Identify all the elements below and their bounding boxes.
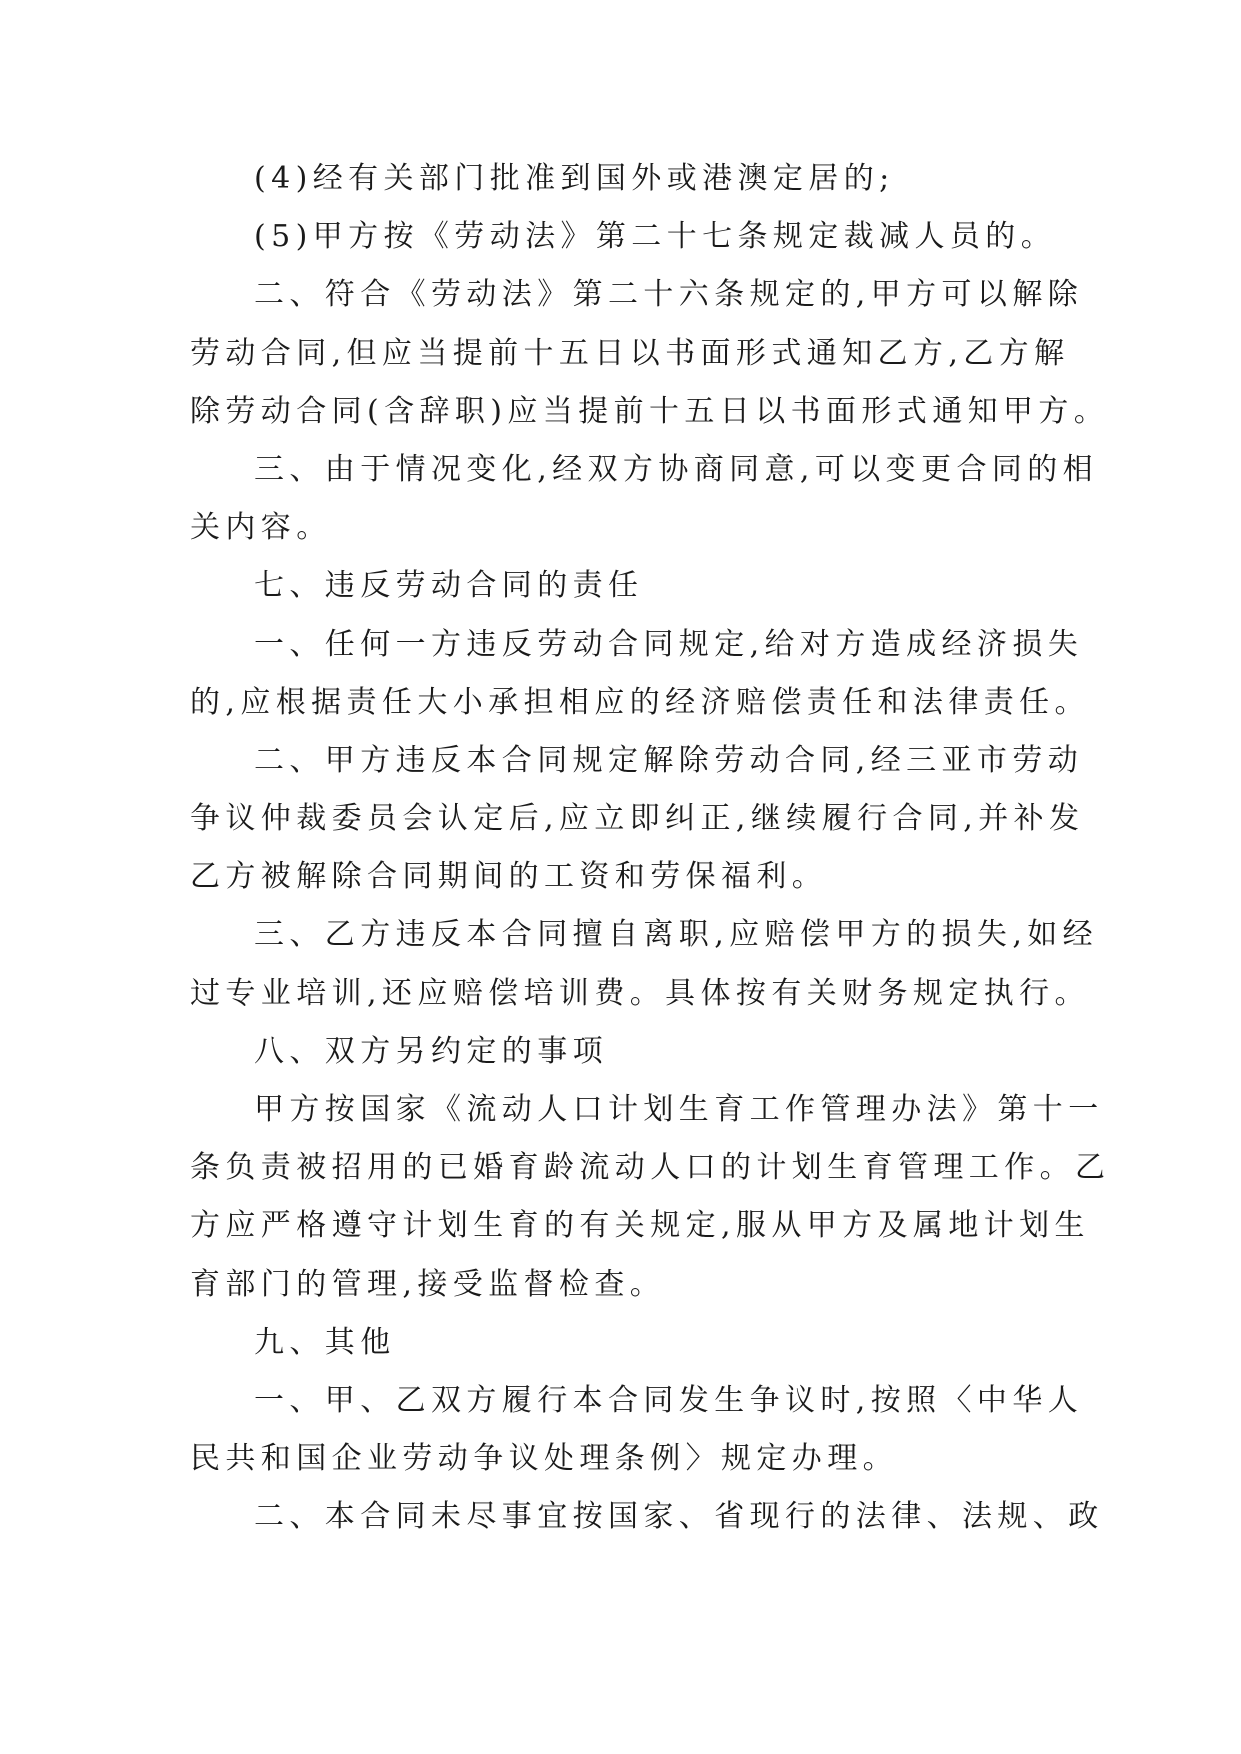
text-line: 二、本合同未尽事宜按国家、省现行的法律、法规、政 [254,1499,1104,1535]
text-line: 乙方被解除合同期间的工资和劳保福利。 [190,859,828,895]
text-line: 一、任何一方违反劳动合同规定,给对方造成经济损失 [254,626,1084,662]
document-page [190,150,1111,1547]
text-line: (5)甲方按《劳动法》第二十七条规定裁减人员的。 [254,219,1057,255]
text-line: 二、符合《劳动法》第二十六条规定的,甲方可以解除 [254,277,1084,313]
text-line: 争议仲裁委员会认定后,应立即纠正,继续履行合同,并补发 [190,801,1085,837]
text-line: 三、由于情况变化,经双方协商同意,可以变更合同的相 [254,451,1099,487]
section-heading: 八、双方另约定的事项 [254,1033,608,1069]
text-line: 方应严格遵守计划生育的有关规定,服从甲方及属地计划生 [190,1208,1090,1244]
text-line: 的,应根据责任大小承担相应的经济赔偿责任和法律责任。 [190,684,1090,720]
text-line: 二、甲方违反本合同规定解除劳动合同,经三亚市劳动 [254,742,1084,778]
text-line: 条负责被招用的已婚育龄流动人口的计划生育管理工作。乙 [190,1150,1111,1186]
text-line: 过专业培训,还应赔偿培训费。具体按有关财务规定执行。 [190,975,1090,1011]
text-line: 一、甲、乙双方履行本合同发生争议时,按照〈中华人 [254,1382,1084,1418]
text-line: 甲方按国家《流动人口计划生育工作管理办法》第十一 [254,1092,1104,1127]
section-heading: 七、违反劳动合同的责任 [254,568,644,604]
section-heading: 九、其他 [254,1324,396,1360]
text-line: 除劳动合同(含辞职)应当提前十五日以书面形式通知甲方。 [190,393,1110,429]
text-line: 民共和国企业劳动争议处理条例〉规定办理。 [190,1441,898,1477]
text-line: 劳动合同,但应当提前十五日以书面形式通知乙方,乙方解 [190,335,1070,371]
text-line: 三、乙方违反本合同擅自离职,应赔偿甲方的损失,如经 [254,917,1099,953]
text-line: (4)经有关部门批准到国外或港澳定居的; [254,161,895,196]
text-line: 育部门的管理,接受监督检查。 [190,1266,666,1302]
text-line: 关内容。 [190,510,332,546]
